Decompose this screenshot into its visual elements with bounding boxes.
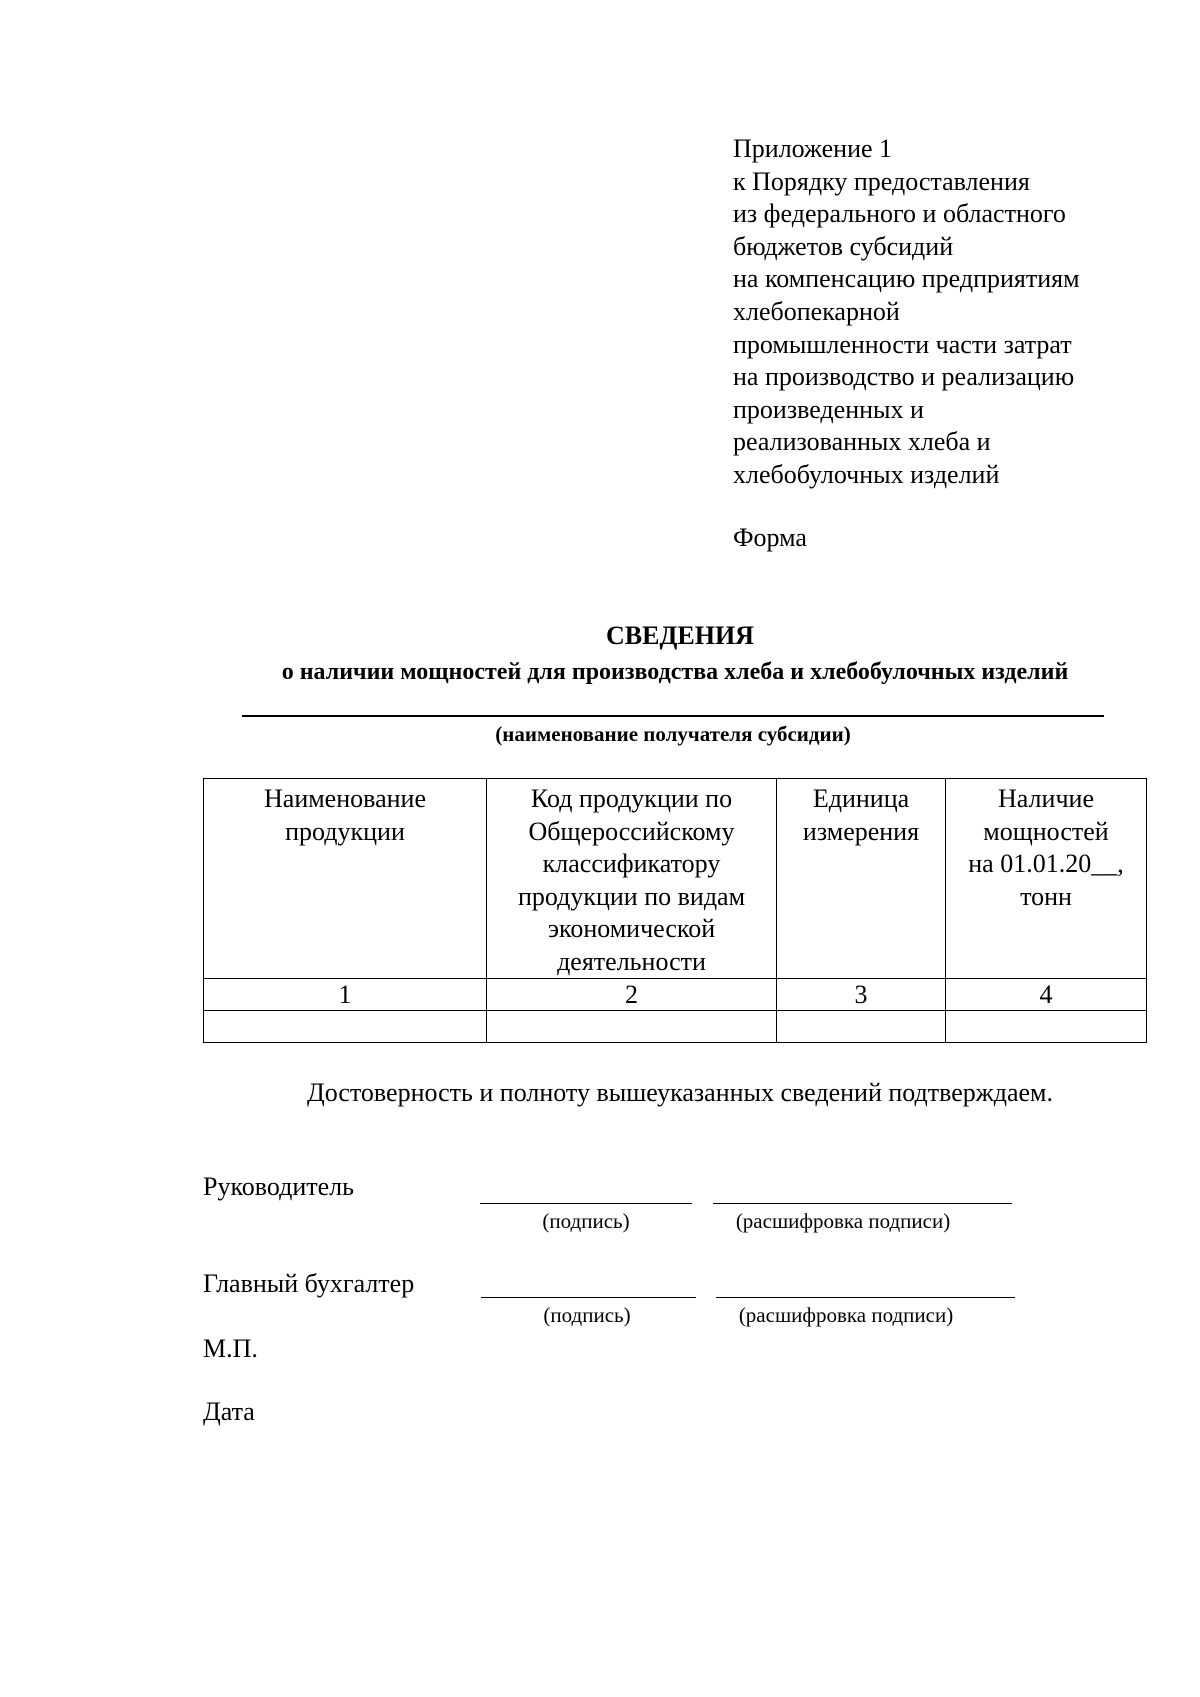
header-capacity (946, 779, 1147, 979)
appendix-line: произведенных и (733, 394, 924, 424)
appendix-line: на производство и реализацию (733, 362, 1075, 392)
appendix-line: на компенсацию предприятиям (733, 264, 1080, 294)
appendix-line: хлебопекарной (733, 296, 900, 326)
head-role-label: Руководитель (203, 1172, 354, 1201)
stamp-label: М.П. (203, 1334, 258, 1363)
header-line: Единица (812, 784, 910, 813)
header-line: Общероссийскому (528, 816, 735, 846)
accountant-signature-line[interactable] (481, 1297, 696, 1298)
header-line: Код продукции по (530, 784, 733, 813)
column-number-row (204, 979, 1147, 1011)
header-line: мощностей (983, 816, 1109, 846)
header-line: тонн (1020, 881, 1072, 911)
head-decoding-line[interactable] (713, 1203, 1012, 1204)
date-label: Дата (203, 1397, 255, 1426)
header-line: продукции (285, 816, 405, 846)
table-cell[interactable] (777, 1011, 946, 1043)
form-label: Форма (733, 523, 807, 552)
accountant-decoding-line[interactable] (716, 1297, 1015, 1298)
accountant-role-label: Главный бухгалтер (203, 1269, 415, 1298)
header-line: Наличие (998, 784, 1094, 813)
column-number: 1 (204, 979, 487, 1011)
table-header-row (204, 779, 1147, 979)
header-line: классификатору (542, 849, 721, 878)
appendix-line: хлебобулочных изделий (733, 459, 1000, 489)
column-number: 2 (487, 979, 777, 1011)
header-product-name (204, 779, 487, 979)
table-cell[interactable] (487, 1011, 777, 1043)
document-subtitle: о наличии мощностей для производства хлеба и хлебобулочных изделий (281, 659, 1069, 685)
head-decoding-caption: (расшифровка подписи) (735, 1209, 951, 1233)
header-line: продукции по видам (517, 881, 746, 911)
header-product-code (487, 779, 777, 979)
header-unit (777, 779, 946, 979)
recipient-name-line[interactable] (242, 715, 1104, 717)
table-cell[interactable] (204, 1011, 487, 1043)
appendix-line: Приложение 1 (733, 134, 893, 163)
column-number: 4 (946, 979, 1147, 1011)
header-line: деятельности (557, 946, 706, 976)
appendix-line: к Порядку предоставления (733, 166, 1030, 196)
recipient-caption: (наименование получателя субсидии) (495, 722, 851, 746)
header-line: на 01.01.20__, (968, 849, 1124, 878)
appendix-block (733, 133, 1173, 492)
header-line: Наименование (264, 784, 426, 813)
appendix-line: бюджетов субсидий (733, 231, 954, 261)
document-title: СВЕДЕНИЯ (606, 621, 754, 650)
accountant-signature-caption: (подпись) (543, 1303, 631, 1327)
appendix-line: реализованных хлеба и (733, 427, 991, 457)
confirmation-text: Достоверность и полноту вышеуказанных сведений подтверждаем. (306, 1078, 1054, 1107)
head-signature-caption: (подпись) (542, 1209, 630, 1233)
accountant-decoding-caption: (расшифровка подписи) (738, 1303, 954, 1327)
head-signature-line[interactable] (480, 1203, 692, 1204)
column-number: 3 (777, 979, 946, 1011)
table-cell[interactable] (946, 1011, 1147, 1043)
capacity-table (203, 778, 1147, 1043)
appendix-line: промышленности части затрат (733, 329, 1072, 359)
appendix-line: из федерального и областного (733, 199, 1066, 229)
header-line: экономической (547, 914, 716, 943)
table-row (204, 1011, 1147, 1043)
header-line: измерения (802, 816, 920, 846)
